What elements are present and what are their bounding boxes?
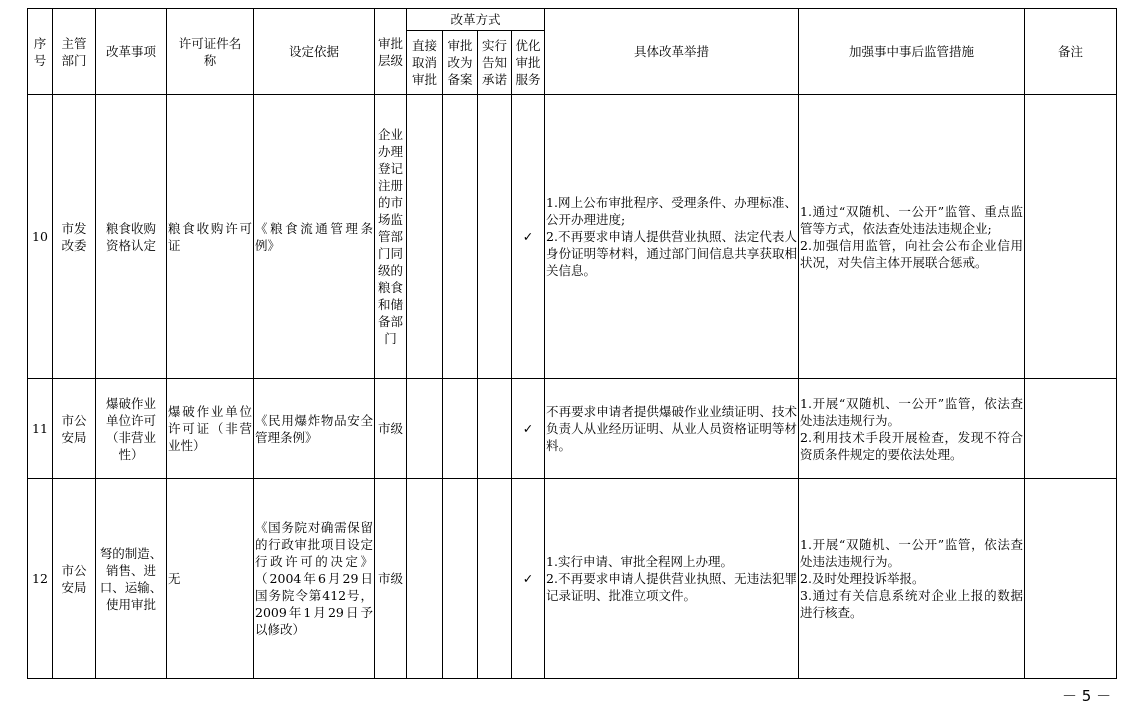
row-level: 市级 bbox=[375, 379, 407, 479]
row-measures: 1.实行申请、审批全程网上办理。 2.不再要求申请人提供营业执照、无违法犯罪记录证明、批准立项文件。 bbox=[545, 479, 799, 679]
row-seq: 11 bbox=[28, 379, 53, 479]
header-measures: 具体改革举措 bbox=[545, 9, 799, 95]
header-seq: 序 号 bbox=[28, 9, 53, 95]
row-supervision: 1.开展“双随机、一公开”监管，依法查处违法违规行为。 2.利用技术手段开展检查，发现不符合资质条件规定的要依法处理。 bbox=[799, 379, 1025, 479]
header-remarks: 备注 bbox=[1025, 9, 1117, 95]
row-record bbox=[443, 379, 478, 479]
row-license: 无 bbox=[167, 479, 254, 679]
row-basis: 《国务院对确需保留的行政审批项目设定行政许可的决定》（2004年6月29日国务院令第412号，2009年1月29日予以修改） bbox=[254, 479, 375, 679]
header-level: 审批 层级 bbox=[375, 9, 407, 95]
table-row bbox=[28, 95, 1117, 379]
row-seq: 12 bbox=[28, 479, 53, 679]
header-supervision: 加强事中事后监管措施 bbox=[799, 9, 1025, 95]
row-optimize-check: ✓ bbox=[512, 95, 545, 379]
row-license: 粮食收购许可证 bbox=[167, 95, 254, 379]
row-cancel bbox=[407, 379, 443, 479]
row-license: 爆破作业单位许可证（非营业性） bbox=[167, 379, 254, 479]
row-dept: 市发 改委 bbox=[53, 95, 96, 379]
row-seq: 10 bbox=[28, 95, 53, 379]
row-cancel bbox=[407, 95, 443, 379]
row-measures: 1.网上公布审批程序、受理条件、办理标准、公开办理进度; 2.不再要求申请人提供营业执照、法定代表人身份证明等材料，通过部门间信息共享获取相关信息。 bbox=[545, 95, 799, 379]
row-level: 市级 bbox=[375, 479, 407, 679]
row-item: 爆破作业 单位许可 （非营业 性） bbox=[96, 379, 167, 479]
header-license: 许可证件名 称 bbox=[167, 9, 254, 95]
row-record bbox=[443, 479, 478, 679]
row-dept: 市公 安局 bbox=[53, 379, 96, 479]
row-dept: 市公 安局 bbox=[53, 479, 96, 679]
row-basis: 《民用爆炸物品安全管理条例》 bbox=[254, 379, 375, 479]
table-row bbox=[28, 379, 1117, 479]
row-basis: 《粮食流通管理条例》 bbox=[254, 95, 375, 379]
header-item: 改革事项 bbox=[96, 9, 167, 95]
row-supervision: 1.通过“双随机、一公开”监管、重点监管等方式，依法查处违法违规企业; 2.加强信用监管，向社会公布企业信用状况，对失信主体开展联合惩戒。 bbox=[799, 95, 1025, 379]
header-reform-group: 改革方式 bbox=[407, 9, 545, 31]
row-optimize-check: ✓ bbox=[512, 379, 545, 479]
row-record bbox=[443, 95, 478, 379]
header-optimize: 优化 审批 服务 bbox=[512, 31, 545, 95]
page-number: － 5 － bbox=[1062, 687, 1112, 705]
header-dept: 主管 部门 bbox=[53, 9, 96, 95]
header-notify: 实行 告知 承诺 bbox=[478, 31, 512, 95]
row-remarks bbox=[1025, 479, 1117, 679]
reform-table bbox=[27, 8, 1117, 679]
row-optimize-check: ✓ bbox=[512, 479, 545, 679]
row-supervision: 1.开展“双随机、一公开”监管，依法查处违法违规行为。 2.及时处理投诉举报。 3.通过有关信息系统对企业上报的数据进行核查。 bbox=[799, 479, 1025, 679]
header-basis: 设定依据 bbox=[254, 9, 375, 95]
row-item: 粮食收购 资格认定 bbox=[96, 95, 167, 379]
row-measures: 不再要求申请者提供爆破作业业绩证明、技术负责人从业经历证明、从业人员资格证明等材料。 bbox=[545, 379, 799, 479]
row-remarks bbox=[1025, 379, 1117, 479]
row-level: 企业 办理 登记 注册 的市 场监 管部 门同 级的 粮食 和储 备部 门 bbox=[375, 95, 407, 379]
row-notify bbox=[478, 379, 512, 479]
row-notify bbox=[478, 479, 512, 679]
table-row bbox=[28, 479, 1117, 679]
row-cancel bbox=[407, 479, 443, 679]
header-cancel: 直接 取消 审批 bbox=[407, 31, 443, 95]
row-remarks bbox=[1025, 95, 1117, 379]
row-item: 弩的制造、 销售、进 口、运输、 使用审批 bbox=[96, 479, 167, 679]
header-record: 审批 改为 备案 bbox=[443, 31, 478, 95]
row-notify bbox=[478, 95, 512, 379]
